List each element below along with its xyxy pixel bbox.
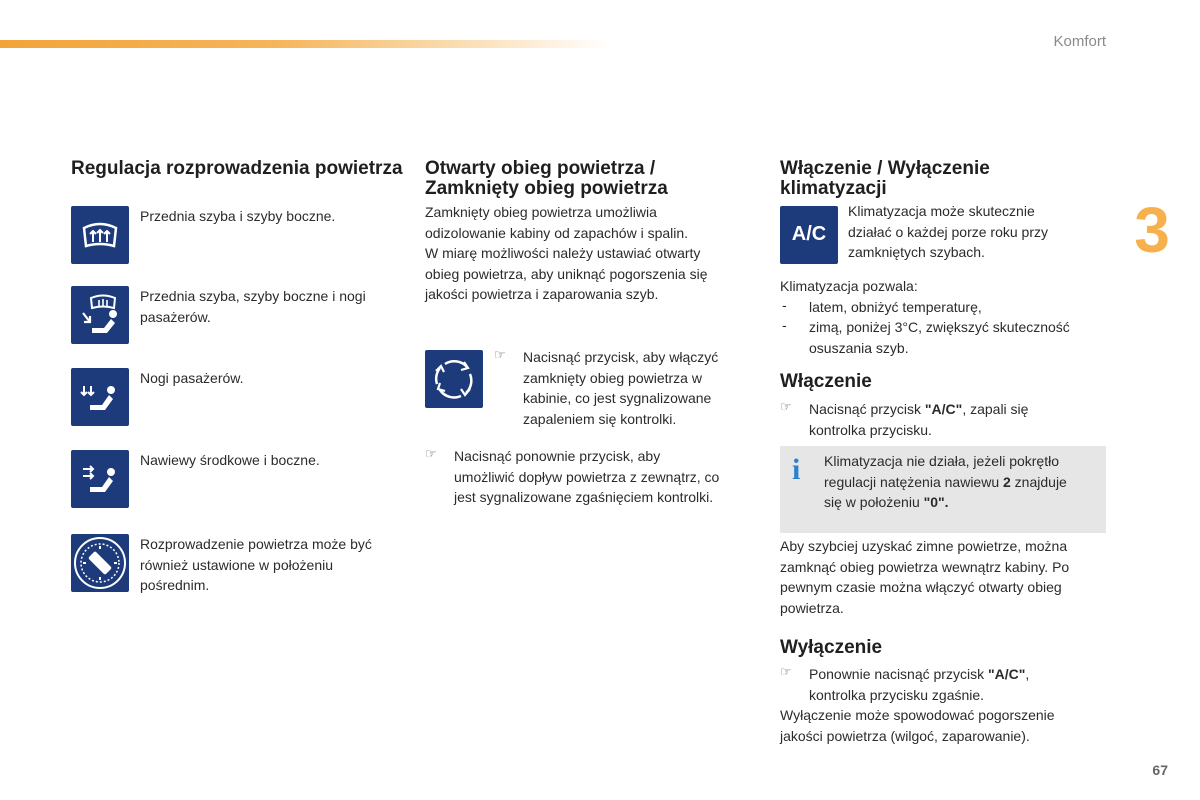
intro-line: odizolowanie kabiny od zapachów i spalin. [425,224,689,241]
bullet-line: Ponownie nacisnąć przycisk "A/C", [809,666,1030,682]
windshield-feet-icon [71,286,129,344]
info-icon: i [792,453,801,486]
info-line: Klimatyzacja nie działa, jeżeli pokrętło [824,453,1059,469]
section-title-line: klimatyzacji [780,178,887,199]
cold-air-line: pewnym czasie można włączyć otwarty obieg [780,579,1062,595]
ac-on-instruction [780,399,1110,441]
ac-text-line: zamkniętych szybach. [848,244,985,260]
bullet-line: Nacisnąć przycisk "A/C", zapali się [809,401,1029,417]
off-note-line: jakości powietrza (wilgoć, zaparowanie). [780,727,1030,744]
intro-line: Zamknięty obieg powietrza umożliwia [425,204,657,220]
section-title-line: Otwarty obieg powietrza / [425,158,656,179]
distribution-dial-icon [71,534,129,592]
intro-line: W miarę możliwości należy ustawiać otwarty [425,245,701,261]
item-text: Przednia szyba i szyby boczne. [140,208,336,224]
item-text: Nogi pasażerów. [140,370,244,386]
intro-line: jakości powietrza i zaparowania szyb. [425,286,659,302]
intro-line: obieg powietrza, aby uniknąć pogorszenia się [425,265,708,282]
chapter-number: 3 [1134,194,1170,266]
distribution-item [71,534,406,596]
distribution-item [71,286,406,346]
info-line: regulacji natężenia nawiewu 2 znajduje [824,473,1067,490]
distribution-item [71,450,406,510]
dash-item [780,317,1110,359]
bullet-line: zapaleniem się kontrolki. [523,410,677,427]
air-conditioning-section [780,156,1110,756]
dash-item [780,297,1110,319]
ac-text-line: działać o każdej porze roku przy [848,223,1048,240]
off-note-line: Wyłączenie może spowodować pogorszenie [780,707,1055,723]
subsection-title-off: Wyłączenie [780,637,883,658]
ac-label: A/C [791,223,827,245]
recirculation-icon [425,350,483,408]
pointer-bullet: ☞ [780,399,792,414]
bullet-line: Nacisnąć przycisk, aby włączyć [523,349,719,365]
bullet-line: kabinie, co jest sygnalizowane [523,390,712,406]
pointer-bullet: ☞ [494,347,506,362]
dash-text: zimą, poniżej 3°C, zwiększyć skuteczność [809,319,1070,335]
distribution-item [71,368,406,428]
bullet-line: kontrolka przycisku. [809,421,932,438]
face-vents-icon [71,450,129,508]
pointer-bullet: ☞ [425,446,437,461]
ac-button-icon [780,206,838,264]
item-text: Nawiewy środkowe i boczne. [140,452,320,468]
pointer-bullet: ☞ [780,664,792,679]
ac-allows-text: Klimatyzacja pozwala: [780,278,918,294]
bullet-line: Nacisnąć ponownie przycisk, aby [454,448,661,464]
air-distribution-section [71,156,406,596]
bullet-line: kontrolka przycisku zgaśnie. [809,686,985,703]
feet-airflow-icon [71,368,129,426]
page-number: 67 [1152,762,1168,778]
ac-text-line: Klimatyzacja może skutecznie [848,203,1035,219]
section-title-line: Włączenie / Wyłączenie [780,158,990,179]
dash-text: latem, obniżyć temperaturę, [809,298,982,315]
ac-off-instruction [780,664,1110,706]
section-title: Regulacja rozprowadzenia powietrza [71,158,403,179]
dash-text: osuszania szyb. [809,339,909,356]
section-label: Komfort [1053,33,1106,50]
bullet-line: umożliwić dopływ powietrza z zewnątrz, co [454,468,720,485]
distribution-item [71,206,406,266]
dash-mark: - [782,317,787,333]
dash-mark: - [782,296,787,313]
info-text [824,451,1099,513]
bullet-line: jest sygnalizowane zgaśnięciem kontrolki. [454,489,714,505]
header-accent-bar [0,40,610,48]
item-text: Przednia szyba, szyby boczne i nogi pasażerów. [140,288,366,325]
info-box [780,446,1106,533]
item-text: Rozprowadzenie powietrza może być również ustawione w położeniu pośrednim. [140,536,372,593]
cold-air-line: Aby szybciej uzyskać zimne powietrze, można [780,538,1068,554]
bullet-line: zamknięty obieg powietrza w [523,369,702,386]
windshield-defrost-icon [71,206,129,264]
cold-air-line: zamknąć obieg powietrza wewnątrz kabiny. Po [780,558,1070,575]
section-title-line: Zamknięty obieg powietrza [425,178,668,199]
subsection-title-on: Włączenie [780,371,872,392]
recirculation-section [425,156,760,516]
cold-air-line: powietrza. [780,599,844,616]
info-line: się w położeniu "0". [824,494,949,510]
